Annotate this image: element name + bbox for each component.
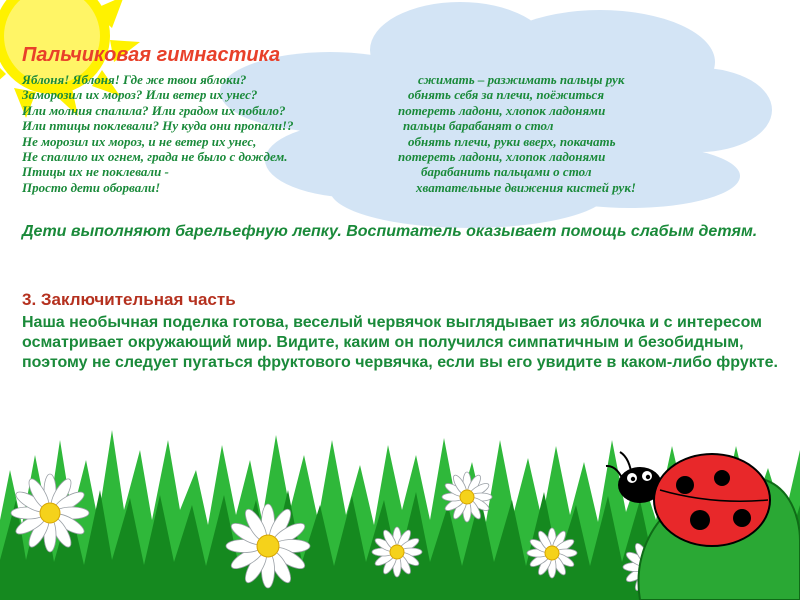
poem-action: потереть ладони, хлопок ладонями [398, 102, 606, 118]
instruction-text: Дети выполняют барельефную лепку. Воспитатель оказывает помощь слабым детям. [22, 223, 758, 240]
poem-action: барабанить пальцами о стол [421, 164, 592, 180]
slide-title: Пальчиковая гимнастика [22, 44, 281, 66]
poem-actions [0, 72, 800, 195]
section-title: 3. Заключительная часть [22, 290, 236, 309]
poem-verse: Не спалило их огнем, града не было с дождем. [22, 148, 288, 164]
poem-verse: Заморозил их мороз? Или ветер их унес? [22, 87, 258, 103]
poem-verse: Или птицы поклевали? Ну куда они пропали!? [22, 118, 294, 134]
poem-verse: Или молния спалила? Или градом их побило? [22, 102, 286, 118]
poem-action: потереть ладони, хлопок ладонями [398, 148, 606, 164]
poem-verse: Не морозил их мороз, и не ветер их унес, [22, 133, 257, 149]
poem-action: пальцы барабанят о стол [403, 118, 554, 134]
poem-verse: Просто дети оборвали! [22, 179, 161, 195]
conclusion-text: Наша необычная поделка готова, веселый червячок выглядывает из яблочка и с интересом осматривает окружающий мир. Видите, каким он получился симпатичным и безобидным, поэтому не следует пугаться фруктового червячка, если вы его увидите в каком-либо фрукте. [22, 314, 778, 371]
poem-verse: Птицы их не поклевали - [22, 164, 169, 180]
poem-action: сжимать – разжимать пальцы рук [418, 72, 625, 87]
poem-action: обнять плечи, руки вверх, покачать [408, 133, 616, 149]
poem-action: обнять себя за плечи, поёжиться [408, 87, 605, 103]
poem-action: хватательные движения кистей рук! [416, 179, 636, 195]
poem-verse: Яблоня! Яблоня! Где же твои яблоки? [22, 72, 247, 87]
